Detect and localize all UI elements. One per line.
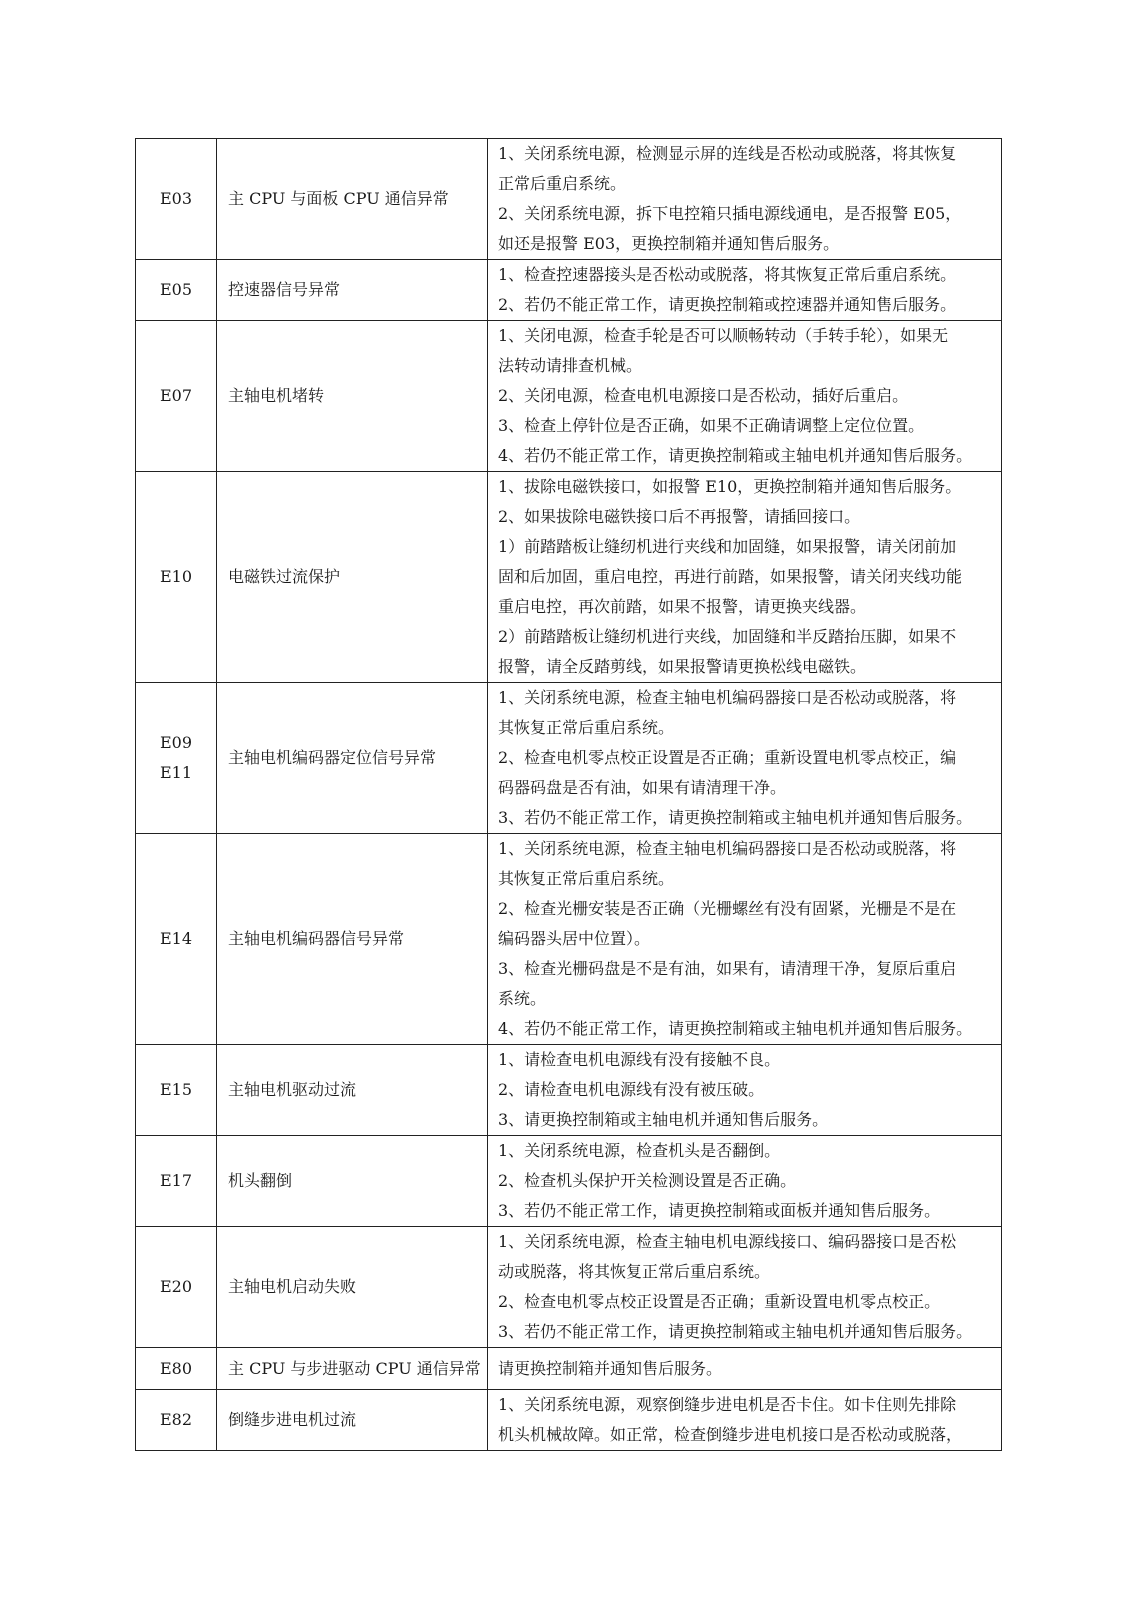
solution-line: 1、关闭系统电源，检查主轴电机编码器接口是否松动或脱落，将 (498, 688, 957, 707)
table-row (136, 1136, 1002, 1227)
solution-cell (488, 260, 1002, 321)
error-code: E17 (159, 1171, 193, 1190)
solution-line: 1、拔除电磁铁接口，如报警 E10，更换控制箱并通知售后服务。 (498, 477, 962, 496)
error-name-cell (217, 683, 488, 834)
error-code-cell (136, 260, 217, 321)
error-code-cell (136, 1390, 217, 1451)
error-code: E05 (159, 280, 193, 299)
solution-cell (488, 1227, 1002, 1348)
solution-cell (488, 1045, 1002, 1136)
solution-cell (488, 139, 1002, 260)
error-code-table-body (136, 139, 1002, 1451)
error-code-cell (136, 472, 217, 683)
solution-line: 1）前踏踏板让缝纫机进行夹线和加固缝，如果报警，请关闭前加 (498, 537, 957, 556)
error-code-cell (136, 683, 217, 834)
solution-line: 4、若仍不能正常工作，请更换控制箱或主轴电机并通知售后服务。 (498, 446, 973, 465)
error-name: 主轴电机堵转 (228, 386, 325, 405)
solution-line: 正常后重启系统。 (498, 174, 627, 193)
solution-cell (488, 1136, 1002, 1227)
solution-cell (488, 472, 1002, 683)
solution-cell (488, 321, 1002, 472)
table-row (136, 1348, 1002, 1390)
error-code: E10 (159, 567, 193, 586)
solution-line: 3、请更换控制箱或主轴电机并通知售后服务。 (498, 1110, 829, 1129)
error-name-cell (217, 260, 488, 321)
error-code: E14 (159, 929, 193, 948)
solution-line: 2）前踏踏板让缝纫机进行夹线，加固缝和半反踏抬压脚，如果不 (498, 627, 957, 646)
solution-line: 码器码盘是否有油，如果有请清理干净。 (498, 778, 787, 797)
solution-line: 1、关闭系统电源，检测显示屏的连线是否松动或脱落，将其恢复 (498, 144, 957, 163)
solution-line: 4、若仍不能正常工作，请更换控制箱或主轴电机并通知售后服务。 (498, 1019, 973, 1038)
error-name-cell (217, 1045, 488, 1136)
solution-line: 法转动请排查机械。 (498, 356, 643, 375)
error-code: E82 (159, 1410, 193, 1429)
solution-line: 2、若仍不能正常工作，请更换控制箱或控速器并通知售后服务。 (498, 295, 957, 314)
solution-line: 1、关闭系统电源，检查机头是否翻倒。 (498, 1141, 781, 1160)
solution-line: 1、关闭电源，检查手轮是否可以顺畅转动（手转手轮），如果无 (498, 326, 949, 345)
error-code: E07 (159, 386, 193, 405)
table-row (136, 260, 1002, 321)
error-name: 主轴电机编码器信号异常 (228, 929, 405, 948)
table-row (136, 1227, 1002, 1348)
error-code: E20 (159, 1277, 193, 1296)
error-code-cell (136, 1348, 217, 1390)
solution-line: 1、关闭系统电源，检查主轴电机电源线接口、编码器接口是否松 (498, 1232, 957, 1251)
error-name: 主轴电机启动失败 (228, 1277, 357, 1296)
error-name: 主轴电机编码器定位信号异常 (228, 748, 437, 767)
error-name: 主 CPU 与面板 CPU 通信异常 (228, 189, 449, 208)
error-name: 主轴电机驱动过流 (228, 1080, 357, 1099)
error-code-cell (136, 1045, 217, 1136)
error-name-cell (217, 1227, 488, 1348)
solution-line: 2、如果拔除电磁铁接口后不再报警，请插回接口。 (498, 507, 861, 526)
error-name: 倒缝步进电机过流 (228, 1410, 357, 1429)
solution-line: 3、若仍不能正常工作，请更换控制箱或面板并通知售后服务。 (498, 1201, 941, 1220)
solution-line: 1、关闭系统电源，检查主轴电机编码器接口是否松动或脱落，将 (498, 839, 957, 858)
error-code: E03 (159, 189, 193, 208)
error-code: E09 (159, 733, 193, 752)
solution-cell (488, 683, 1002, 834)
solution-line: 1、请检查电机电源线有没有接触不良。 (498, 1050, 781, 1069)
error-code: E11 (159, 763, 193, 782)
solution-line: 3、若仍不能正常工作，请更换控制箱或主轴电机并通知售后服务。 (498, 808, 973, 827)
solution-line: 3、若仍不能正常工作，请更换控制箱或主轴电机并通知售后服务。 (498, 1322, 973, 1341)
solution-line: 2、检查机头保护开关检测设置是否正确。 (498, 1171, 797, 1190)
solution-cell (488, 1390, 1002, 1451)
solution-line: 1、检查控速器接头是否松动或脱落，将其恢复正常后重启系统。 (498, 265, 957, 284)
table-row (136, 1045, 1002, 1136)
error-name: 电磁铁过流保护 (228, 567, 341, 586)
solution-line: 报警，请全反踏剪线，如果报警请更换松线电磁铁。 (498, 657, 867, 676)
error-code: E15 (159, 1080, 193, 1099)
error-name: 控速器信号异常 (228, 280, 341, 299)
solution-line: 编码器头居中位置）。 (498, 929, 651, 948)
error-code: E80 (159, 1358, 193, 1378)
error-name-cell (217, 472, 488, 683)
error-name: 机头翻倒 (228, 1171, 293, 1190)
solution-line: 2、关闭系统电源，拆下电控箱只插电源线通电，是否报警 E05， (498, 204, 962, 223)
solution-line: 机头机械故障。如正常，检查倒缝步进电机接口是否松动或脱落， (498, 1425, 963, 1444)
solution-line: 2、检查电机零点校正设置是否正确；重新设置电机零点校正。 (498, 1292, 941, 1311)
error-code-cell (136, 139, 217, 260)
error-code-cell (136, 321, 217, 472)
table-row (136, 834, 1002, 1045)
solution-cell (488, 834, 1002, 1045)
solution-line: 其恢复正常后重启系统。 (498, 869, 675, 888)
error-code-cell (136, 1136, 217, 1227)
solution-line: 动或脱落，将其恢复正常后重启系统。 (498, 1262, 771, 1281)
solution-line: 2、检查光栅安装是否正确（光栅螺丝有没有固紧，光栅是不是在 (498, 899, 957, 918)
solution-line: 2、检查电机零点校正设置是否正确；重新设置电机零点校正，编 (498, 748, 957, 767)
table-row (136, 139, 1002, 260)
solution-line: 3、检查光栅码盘是不是有油，如果有，请清理干净，复原后重启 (498, 959, 957, 978)
error-name: 主 CPU 与步进驱动 CPU 通信异常 (228, 1358, 481, 1378)
error-code-table (135, 138, 1002, 1451)
error-code-cell (136, 834, 217, 1045)
solution-line: 其恢复正常后重启系统。 (498, 718, 675, 737)
solution-line: 请更换控制箱并通知售后服务。 (498, 1358, 723, 1378)
table-row (136, 1390, 1002, 1451)
solution-cell (488, 1348, 1002, 1390)
error-name-cell (217, 834, 488, 1045)
solution-line: 如还是报警 E03，更换控制箱并通知售后服务。 (498, 234, 840, 253)
solution-line: 2、关闭电源，检查电机电源接口是否松动，插好后重启。 (498, 386, 909, 405)
table-row (136, 683, 1002, 834)
error-name-cell (217, 1348, 488, 1390)
solution-line: 2、请检查电机电源线有没有被压破。 (498, 1080, 765, 1099)
solution-line: 固和后加固，重启电控，再进行前踏，如果报警，请关闭夹线功能 (498, 567, 963, 586)
table-row (136, 472, 1002, 683)
solution-line: 系统。 (498, 989, 547, 1008)
solution-line: 3、检查上停针位是否正确，如果不正确请调整上定位位置。 (498, 416, 925, 435)
error-name-cell (217, 139, 488, 260)
table-row (136, 321, 1002, 472)
solution-line: 重启电控，再次前踏，如果不报警，请更换夹线器。 (498, 597, 867, 616)
error-name-cell (217, 321, 488, 472)
error-code-cell (136, 1227, 217, 1348)
error-name-cell (217, 1136, 488, 1227)
error-name-cell (217, 1390, 488, 1451)
solution-line: 1、关闭系统电源，观察倒缝步进电机是否卡住。如卡住则先排除 (498, 1395, 957, 1414)
